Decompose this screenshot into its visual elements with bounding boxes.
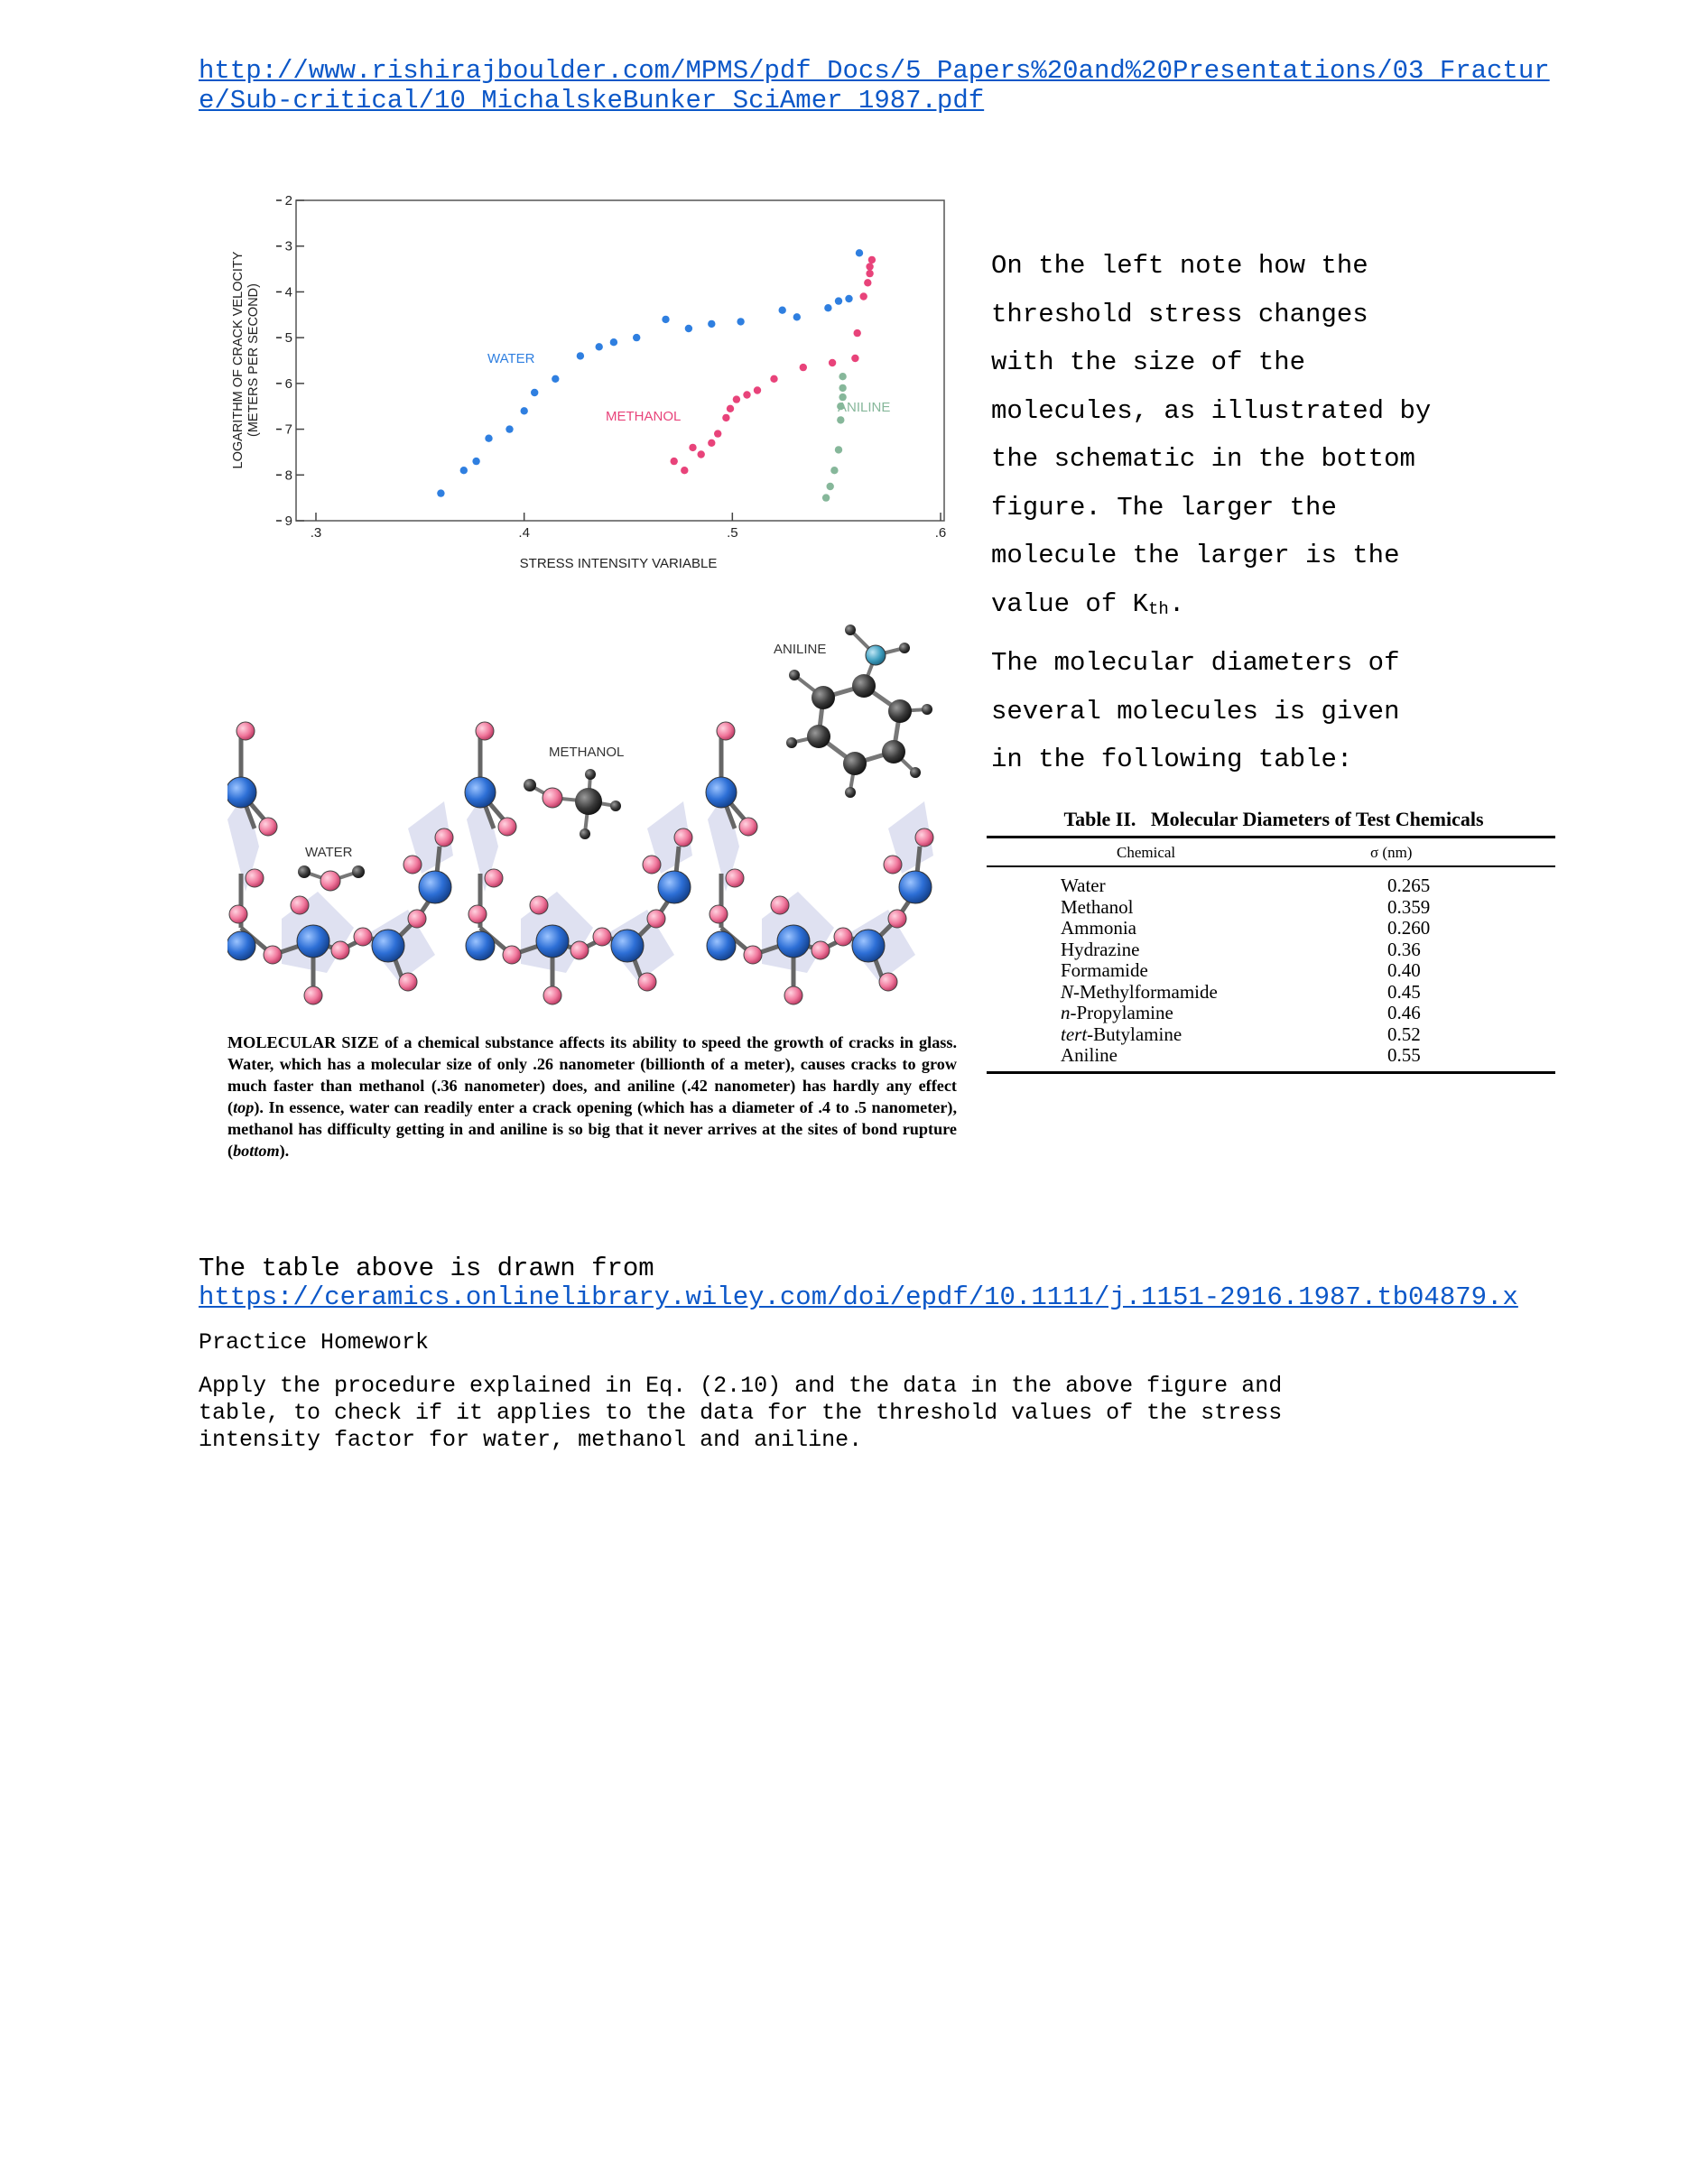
data-point-water: [552, 375, 559, 383]
cell-chemical: [1061, 981, 1218, 1004]
cell-sigma: 0.36: [1387, 938, 1421, 960]
figure-caption: [227, 1032, 957, 1161]
series-label-water: WATER: [487, 351, 535, 366]
x-tick-label: .5: [727, 525, 738, 541]
crack-velocity-chart-svg: [224, 191, 964, 579]
cell-chemical: [1061, 1023, 1182, 1046]
data-point-methanol: [866, 270, 873, 277]
y-axis-ticks: [276, 193, 304, 529]
chemical-prefix: n: [1061, 1002, 1071, 1023]
table-row: [987, 875, 1555, 896]
y-tick-label: 6: [284, 375, 292, 392]
data-point-aniline: [839, 373, 846, 380]
cell-sigma: 0.359: [1387, 895, 1431, 918]
cell-chemical: [1061, 939, 1139, 961]
molecular-diameters-table: [987, 836, 1555, 1074]
data-points: [437, 249, 876, 502]
data-point-methanol: [829, 359, 836, 366]
data-point-methanol: [727, 405, 734, 412]
table-row: [987, 1002, 1555, 1023]
y-tick-label: 4: [284, 284, 292, 301]
cell-sigma: 0.52: [1387, 1023, 1421, 1045]
caption-text3: ).: [279, 1142, 290, 1160]
y-tick-label: 9: [284, 514, 292, 529]
caption-lead: MOLECULAR SIZE: [227, 1033, 379, 1051]
data-point-water: [531, 389, 538, 396]
plot-frame: [296, 200, 944, 521]
data-point-methanol: [698, 450, 705, 458]
cell-chemical: [1061, 1044, 1118, 1067]
table-row: [987, 981, 1555, 1003]
series-label-methanol: METHANOL: [606, 409, 682, 424]
data-point-methanol: [733, 395, 740, 403]
data-point-methanol: [866, 263, 873, 270]
caption-bottom-word: bottom: [233, 1142, 280, 1160]
cell-sigma: 0.45: [1387, 980, 1421, 1003]
kth-period: .: [1168, 588, 1185, 619]
data-point-methanol: [851, 355, 858, 362]
y-axis-label-line2: (METERS PER SECOND): [246, 283, 261, 437]
x-tick-label: .4: [518, 525, 530, 541]
label-methanol: METHANOL: [549, 745, 625, 760]
cell-chemical: [1061, 1002, 1173, 1024]
data-point-water: [577, 352, 584, 359]
y-tick-label: 3: [284, 238, 292, 254]
cell-chemical: [1061, 959, 1148, 982]
side-paragraph-1: [991, 242, 1533, 634]
data-point-water: [779, 307, 786, 314]
data-point-water: [460, 467, 468, 474]
side-paragraph-2: The molecular diameters of several molecules is given in the following table:: [991, 648, 1400, 774]
cell-chemical: [1061, 896, 1133, 919]
table-source-link[interactable]: https://ceramics.onlinelibrary.wiley.com/doi/epdf/10.1111/j.1151-2916.1987.tb04879.x: [199, 1282, 1518, 1312]
x-tick-label: .3: [310, 525, 322, 541]
data-point-water: [521, 407, 528, 414]
molecular-size-figure: [227, 621, 950, 1018]
data-point-water: [835, 297, 842, 304]
table-row: [987, 1044, 1555, 1066]
data-point-methanol: [722, 414, 729, 421]
y-tick-label: 5: [284, 330, 292, 347]
table-row: [987, 1023, 1555, 1045]
table-row: [987, 896, 1555, 918]
data-point-methanol: [868, 256, 876, 264]
homework-body: Apply the procedure explained in Eq. (2.10) and the data in the above figure and table, to check if it applies to the data for the threshold values of the stress intensity factor for water, methanol and aniline.: [199, 1373, 1283, 1453]
chemical-prefix: tert: [1061, 1023, 1088, 1045]
data-point-methanol: [770, 375, 777, 383]
y-tick-label: 7: [284, 421, 292, 438]
x-axis-label: STRESS INTENSITY VARIABLE: [519, 556, 718, 571]
source-link-line2[interactable]: e/Sub-critical/10 MichalskeBunker SciAmer 1987.pdf: [199, 86, 985, 116]
data-point-methanol: [689, 444, 696, 451]
table-header: [987, 838, 1555, 865]
cell-chemical: [1061, 875, 1106, 897]
data-point-water: [472, 458, 479, 465]
homework-title: Practice Homework: [199, 1329, 430, 1356]
series-label-aniline: ANILINE: [838, 400, 891, 415]
cell-sigma: 0.265: [1387, 875, 1431, 896]
y-axis-label-line1: LOGARITHM OF CRACK VELOCITY: [231, 251, 246, 469]
chemical-name: -Butylamine: [1087, 1023, 1183, 1045]
chemical-name: -Propylamine: [1070, 1002, 1173, 1023]
caption-top-word: top: [233, 1098, 255, 1116]
data-point-water: [485, 435, 492, 442]
data-point-aniline: [837, 416, 844, 423]
y-tick-label: 8: [284, 467, 292, 484]
data-point-water: [737, 318, 744, 325]
caption-text1: of a chemical substance affects its ability to speed the growth of cracks in glass. Water, which has a molecular size of only .26 nanometer (billionth of a meter), causes cracks to grow much faster than methanol (.36 nanometer) does, and aniline (.42 nanometer) has hardly any effect (: [227, 1033, 957, 1116]
side-paragraph-1-text: On the left note how the threshold stress changes with the size of the molecules, as illustrated by the schematic in the bottom figure. The larger the molecule the larger is the value of K: [991, 251, 1432, 619]
source-link-line1[interactable]: http://www.rishirajboulder.com/MPMS/pdf Docs/5 Papers%20and%20Presentations/03 Fractur: [199, 56, 1550, 86]
data-point-methanol: [671, 458, 678, 465]
table-row: [987, 917, 1555, 939]
drawn-from-text: The table above is drawn from: [199, 1254, 654, 1283]
cell-sigma: 0.40: [1387, 959, 1421, 981]
header-sigma: σ (nm): [1370, 844, 1413, 861]
data-point-water: [437, 489, 444, 496]
x-tick-label: .6: [934, 525, 947, 541]
cell-sigma: 0.260: [1387, 917, 1431, 939]
data-point-water: [662, 316, 669, 323]
data-point-aniline: [835, 446, 842, 453]
cell-sigma: 0.46: [1387, 1002, 1421, 1023]
chemical-name: Ammonia: [1061, 917, 1136, 939]
data-point-aniline: [839, 384, 846, 392]
data-point-methanol: [860, 292, 867, 300]
molecular-size-figure-svg: [227, 621, 950, 1018]
data-point-methanol: [743, 391, 750, 398]
data-point-aniline: [830, 467, 838, 474]
chemical-name: Methanol: [1061, 895, 1134, 918]
label-water: WATER: [305, 845, 353, 860]
data-point-water: [610, 338, 617, 346]
data-point-water: [793, 313, 801, 320]
source-link[interactable]: [199, 56, 1550, 116]
data-point-water: [856, 249, 863, 256]
data-point-methanol: [854, 329, 861, 337]
x-axis-ticks: [311, 513, 947, 541]
chemical-prefix: N: [1061, 980, 1074, 1003]
cell-sigma: 0.55: [1387, 1044, 1421, 1066]
data-point-water: [596, 343, 603, 350]
crack-velocity-chart: [224, 191, 964, 579]
data-point-water: [505, 425, 513, 432]
chemical-name: Aniline: [1061, 1044, 1118, 1066]
label-aniline: ANILINE: [774, 642, 827, 657]
chemical-name: Hydrazine: [1061, 938, 1140, 960]
data-point-water: [708, 320, 715, 328]
data-point-aniline: [822, 494, 830, 501]
chemical-name: Formamide: [1061, 959, 1148, 981]
table-row: [987, 939, 1555, 960]
table-title: Table II. Molecular Diameters of Test Chemicals: [1063, 808, 1484, 830]
data-point-methanol: [864, 279, 871, 286]
data-point-methanol: [754, 386, 761, 393]
y-tick-label: 2: [284, 193, 292, 208]
caption-text2: ). In essence, water can readily enter a crack opening (which has a diameter of .4 to .5 nanometer), methanol has difficulty getting in and aniline is so big that it never arrives at the sites of bond rupture (: [227, 1098, 957, 1160]
data-point-methanol: [800, 364, 807, 371]
data-point-water: [633, 334, 640, 341]
cell-chemical: [1061, 917, 1136, 939]
chemical-name: Water: [1061, 875, 1106, 896]
data-point-water: [824, 304, 831, 311]
header-chemical: Chemical: [1117, 844, 1176, 861]
data-point-water: [845, 295, 852, 302]
data-point-methanol: [681, 467, 688, 474]
kth-subscript: th: [1148, 598, 1169, 619]
table-body: [987, 867, 1555, 1071]
data-point-water: [685, 325, 692, 332]
table-row: [987, 959, 1555, 981]
data-point-methanol: [714, 430, 721, 437]
data-point-aniline: [827, 483, 834, 490]
data-point-methanol: [708, 440, 715, 447]
chemical-name: -Methylformamide: [1073, 980, 1218, 1003]
table-bottom-rule: [987, 1071, 1555, 1074]
